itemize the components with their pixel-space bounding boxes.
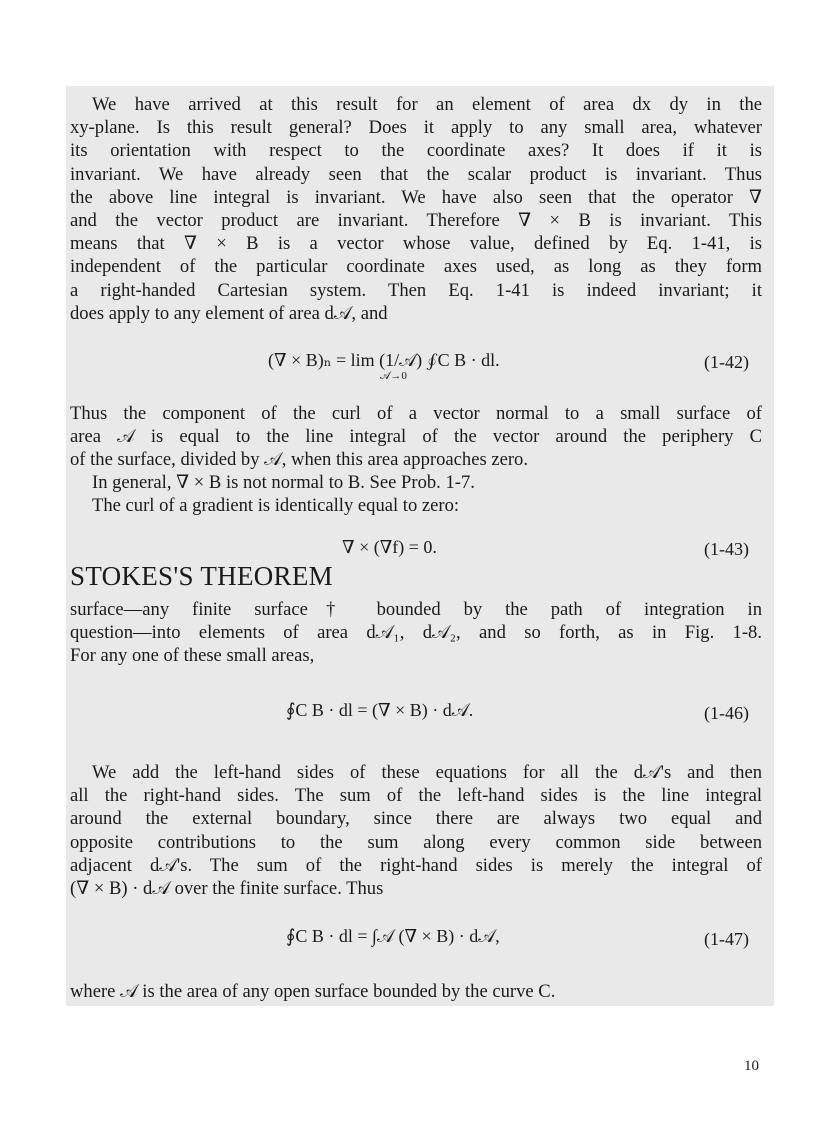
- text-line: its orientation with respect to the coordinate axes? It does if it is: [70, 140, 762, 162]
- paragraph-2: [70, 402, 762, 472]
- equation-1-42: [268, 350, 500, 371]
- text-line: the above line integral is invariant. We have also seen that the operator ∇: [70, 186, 762, 208]
- text-line: and the vector product are invariant. Therefore ∇ × B is invariant. This: [70, 210, 762, 232]
- text-line: In general, ∇ × B is not normal to B. See Prob. 1-7.: [92, 472, 475, 493]
- equation-text: ∮C B · dl = (∇ × B) · d𝒜.: [286, 700, 474, 720]
- text-line: independent of the particular coordinate axes used, as long as they form: [70, 256, 762, 278]
- text-line: For any one of these small areas,: [70, 645, 315, 667]
- text-line: We add the left-hand sides of these equations for all the d𝒜's and then: [92, 762, 762, 783]
- text-line: The curl of a gradient is identically equal to zero:: [92, 495, 460, 516]
- text-line: surface—any finite surface† bounded by the path of integration in: [70, 599, 762, 620]
- equation-1-43: [342, 537, 437, 558]
- text-line: around the external boundary, since there are always two equal and: [70, 808, 762, 830]
- text-line: question—into elements of area d𝒜₁, d𝒜₂, and so forth, as in Fig. 1-8.: [70, 622, 762, 644]
- text-line: xy-plane. Is this result general? Does it apply to any small area, whatever: [70, 117, 762, 139]
- section-heading: STOKES'S THEOREM: [70, 561, 333, 591]
- equation-text: ∇ × (∇f) = 0.: [342, 537, 437, 557]
- equation-number-1-42: (1-42): [704, 352, 749, 372]
- equation-number-1-46: (1-46): [704, 703, 749, 723]
- equation-text: (∇ × B)ₙ = lim (1/𝒜) ∮C B · dl.: [268, 350, 500, 370]
- paragraph-4: [92, 494, 762, 517]
- page-number: 10: [744, 1058, 759, 1074]
- text-line: of the surface, divided by 𝒜, when this area approaches zero.: [70, 449, 528, 471]
- equation-1-46: [286, 700, 473, 721]
- text-line: adjacent d𝒜's. The sum of the right-hand sides is merely the integral of: [70, 854, 762, 876]
- equation-number-1-47: (1-47): [704, 929, 749, 949]
- paragraph-7: [70, 980, 762, 1003]
- paragraph-1: [70, 93, 762, 325]
- text-line: We have arrived at this result for an element of area dx dy in the: [92, 94, 762, 115]
- text-line: does apply to any element of area d𝒜, and: [70, 302, 388, 324]
- text-line: a right-handed Cartesian system. Then Eq. 1-41 is indeed invariant; it: [70, 279, 762, 301]
- text-line: area 𝒜 is equal to the line integral of the vector around the periphery C: [70, 426, 762, 448]
- paragraph-3: [92, 471, 762, 494]
- text-line: where 𝒜 is the area of any open surface bounded by the curve C.: [70, 981, 556, 1002]
- text-line: (∇ × B) · d𝒜 over the finite surface. Thus: [70, 878, 384, 900]
- text-line: means that ∇ × B is a vector whose value, defined by Eq. 1-41, is: [70, 233, 762, 255]
- paragraph-5: [70, 598, 762, 668]
- text-line: invariant. We have already seen that the scalar product is invariant. Thus: [70, 163, 762, 185]
- equation-number-1-43: (1-43): [704, 539, 749, 559]
- limit-subscript: [380, 370, 407, 383]
- limit-subscript-text: 𝒜→0: [380, 370, 407, 382]
- paragraph-6: [70, 761, 762, 900]
- text-line: Thus the component of the curl of a vector normal to a small surface of: [70, 403, 762, 424]
- text-line: all the right-hand sides. The sum of the left-hand sides is the line integral: [70, 785, 762, 807]
- equation-1-47: [286, 926, 500, 947]
- text-line: opposite contributions to the sum along every common side between: [70, 831, 762, 853]
- equation-text: ∮C B · dl = ∫𝒜 (∇ × B) · d𝒜,: [286, 926, 500, 946]
